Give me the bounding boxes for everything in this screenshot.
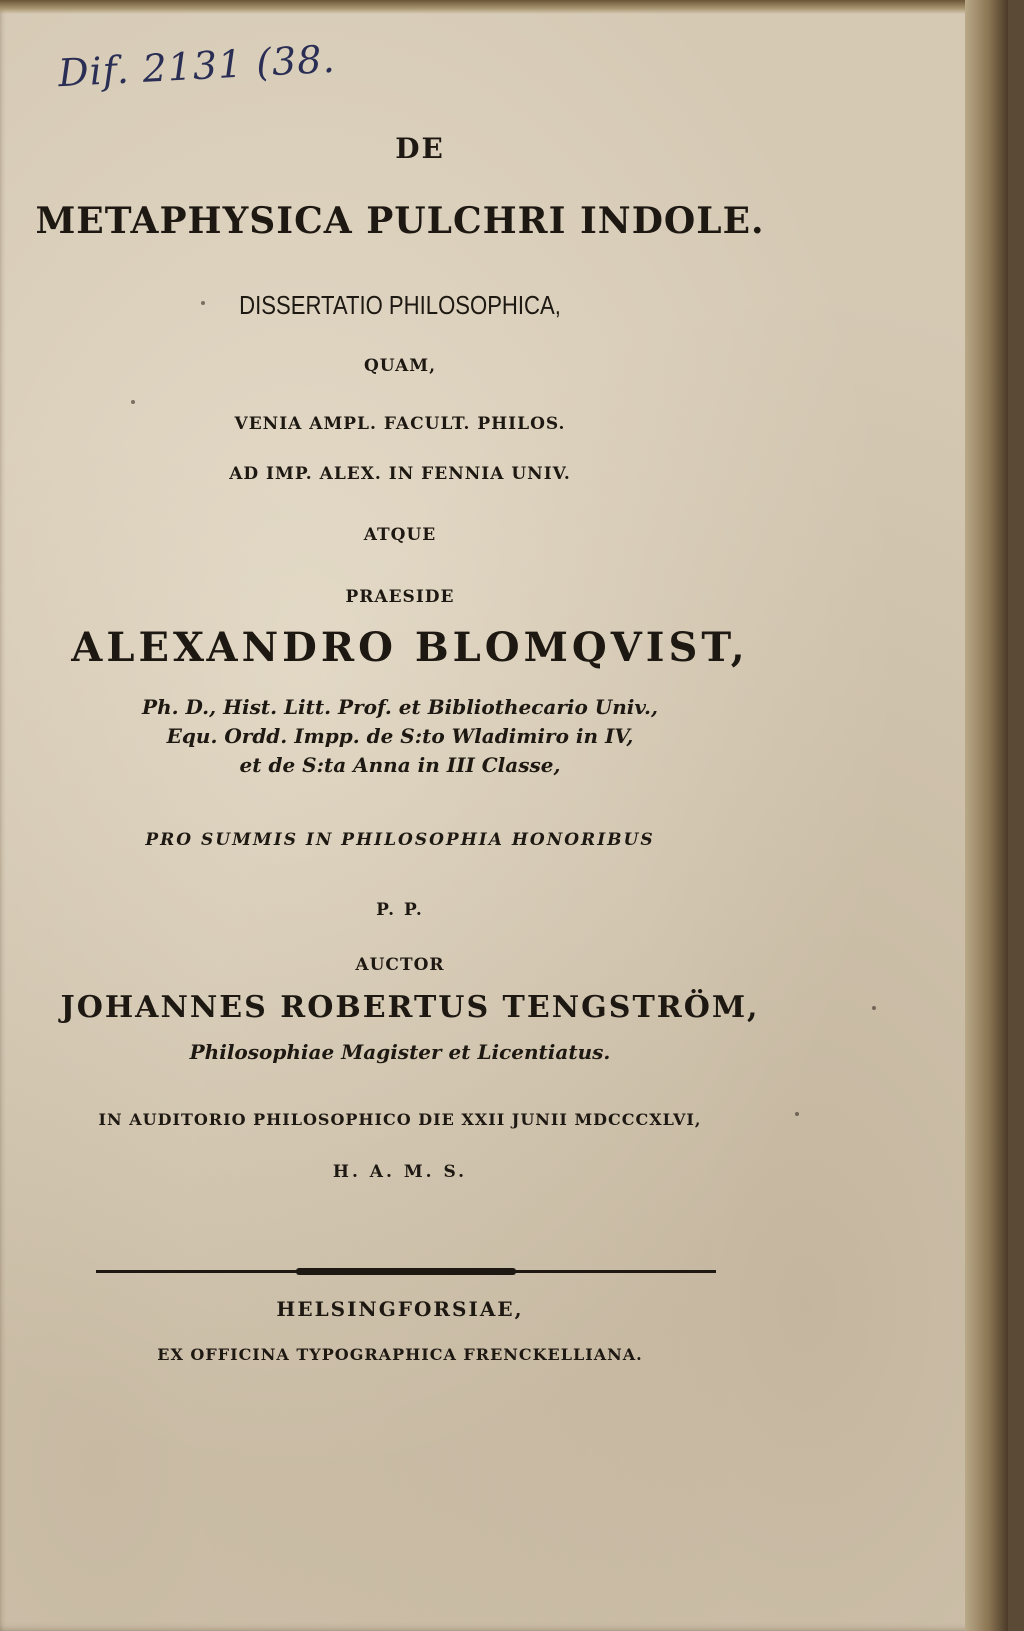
hams-line: H. A. M. S. bbox=[332, 1162, 468, 1182]
praeses-credentials-line: Equ. Ordd. Impp. de S:to Wladimiro in IV, bbox=[166, 724, 634, 748]
main-title: METAPHYSICA PULCHRI INDOLE. bbox=[35, 200, 765, 242]
atque-line: ATQUE bbox=[363, 525, 437, 545]
venue-date-line: IN AUDITORIO PHILOSOPHICO DIE XXII JUNII MDCCCXLVI, bbox=[98, 1110, 702, 1129]
ink-speck bbox=[131, 400, 135, 404]
ink-speck bbox=[201, 301, 205, 305]
purpose-line: PRO SUMMIS IN PHILOSOPHIA HONORIBUS bbox=[145, 830, 655, 850]
praeses-name: ALEXANDRO BLOMQVIST, bbox=[71, 624, 749, 671]
praeses-credentials-line: Ph. D., Hist. Litt. Prof. et Bibliothecario Univ., bbox=[142, 695, 658, 719]
auctor-title: Philosophiae Magister et Licentiatus. bbox=[189, 1040, 611, 1064]
ink-speck bbox=[872, 1006, 876, 1010]
venia-line: VENIA AMPL. FACULT. PHILOS. bbox=[234, 414, 566, 434]
institution-line: AD IMP. ALEX. IN FENNIA UNIV. bbox=[229, 464, 571, 484]
praeses-credentials-line: et de S:ta Anna in III Classe, bbox=[239, 753, 561, 777]
praeside-label: PRAESIDE bbox=[345, 587, 455, 607]
printer-line: EX OFFICINA TYPOGRAPHICA FRENCKELLIANA. bbox=[157, 1345, 643, 1364]
page-right-edge bbox=[965, 0, 1008, 1631]
ink-speck bbox=[795, 1112, 799, 1116]
page-top-edge bbox=[0, 0, 1008, 14]
divider-rule bbox=[96, 1270, 716, 1273]
place-line: HELSINGFORSIAE, bbox=[276, 1297, 524, 1321]
pp-line: P. P. bbox=[376, 900, 424, 920]
quam-line: QUAM, bbox=[363, 356, 437, 376]
shelfmark-handwritten: Dif. 2131 (38. bbox=[57, 36, 337, 96]
genre-line: DISSERTATIO PHILOSOPHICA, bbox=[239, 290, 561, 320]
title-prefix: DE bbox=[395, 132, 445, 165]
auctor-label: AUCTOR bbox=[355, 955, 445, 975]
auctor-name: JOHANNES ROBERTUS TENGSTRÖM, bbox=[60, 990, 760, 1025]
